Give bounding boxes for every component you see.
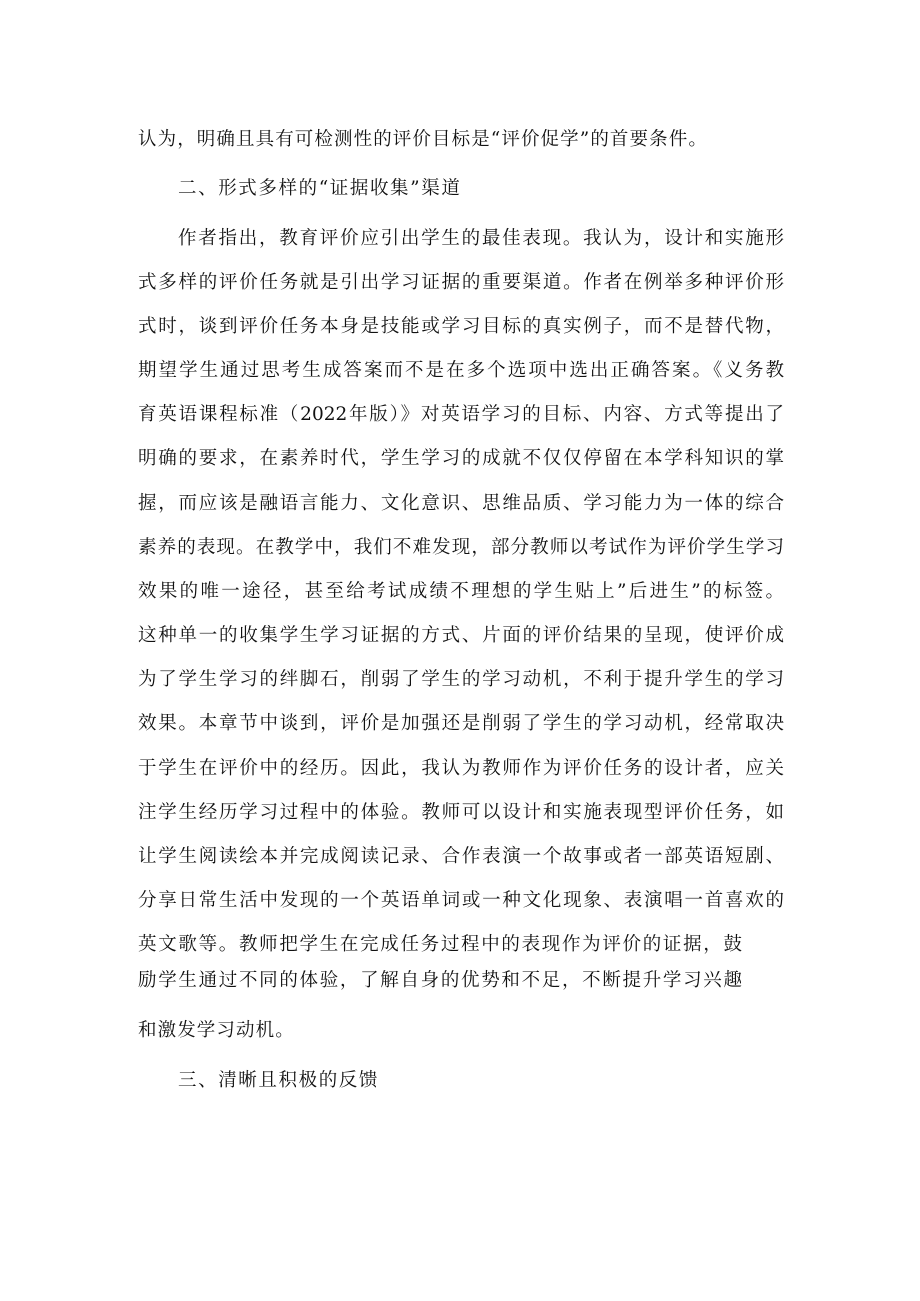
- section-heading: 三、清晰且积极的反馈: [178, 1070, 380, 1091]
- paragraph-line: 素养的表现。在教学中，我们不难发现，部分教师以考试作为评价学生学习: [138, 537, 784, 558]
- paragraph-line: 作者指出，教育评价应引出学生的最佳表现。我认为，设计和实施形: [178, 228, 784, 249]
- paragraph-line: 认为，明确且具有可检测性的评价目标是“评价促学”的首要条件。: [138, 129, 708, 150]
- paragraph-line: 英文歌等。教师把学生在完成任务过程中的表现作为评价的证据，鼓: [138, 934, 742, 955]
- paragraph-line: 让学生阅读绘本并完成阅读记录、合作表演一个故事或者一部英语短剧、: [138, 846, 784, 867]
- paragraph-line: 明确的要求，在素养时代，学生学习的成就不仅仅停留在本学科知识的掌: [138, 448, 784, 469]
- paragraph-line: 期望学生通过思考生成答案而不是在多个选项中选出正确答案。《义务教: [138, 360, 784, 381]
- paragraph-line: 分享日常生活中发现的一个英语单词或一种文化现象、表演唱一首喜欢的: [138, 890, 784, 911]
- section-heading: 二、形式多样的“证据收集”渠道: [178, 178, 462, 199]
- paragraph-line: 式多样的评价任务就是引出学习证据的重要渠道。作者在例举多种评价形: [138, 272, 784, 293]
- paragraph-line: 注学生经历学习过程中的体验。教师可以设计和实施表现型评价任务，如: [138, 802, 784, 823]
- paragraph-line: 育英语课程标准（2022年版）》对英语学习的目标、内容、方式等提出了: [138, 404, 784, 425]
- paragraph-line: 效果的唯一途径，甚至给考试成绩不理想的学生贴上”后进生”的标签。: [138, 581, 784, 602]
- paragraph-line: 为了学生学习的绊脚石，削弱了学生的学习动机，不利于提升学生的学习: [138, 669, 784, 690]
- paragraph-line: 和激发学习动机。: [138, 1020, 295, 1041]
- paragraph-line: 式时，谈到评价任务本身是技能或学习目标的真实例子，而不是替代物，: [138, 316, 784, 337]
- paragraph-line: 于学生在评价中的经历。因此，我认为教师作为评价任务的设计者，应关: [138, 758, 784, 779]
- paragraph-line: 握，而应该是融语言能力、文化意识、思维品质、学习能力为一体的综合: [138, 493, 784, 514]
- paragraph-line: 效果。本章节中谈到，评价是加强还是削弱了学生的学习动机，经常取决: [138, 713, 784, 734]
- paragraph-line: 励学生通过不同的体验，了解自身的优势和不足，不断提升学习兴趣: [138, 970, 742, 991]
- paragraph-line: 这种单一的收集学生学习证据的方式、片面的评价结果的呈现，使评价成: [138, 625, 784, 646]
